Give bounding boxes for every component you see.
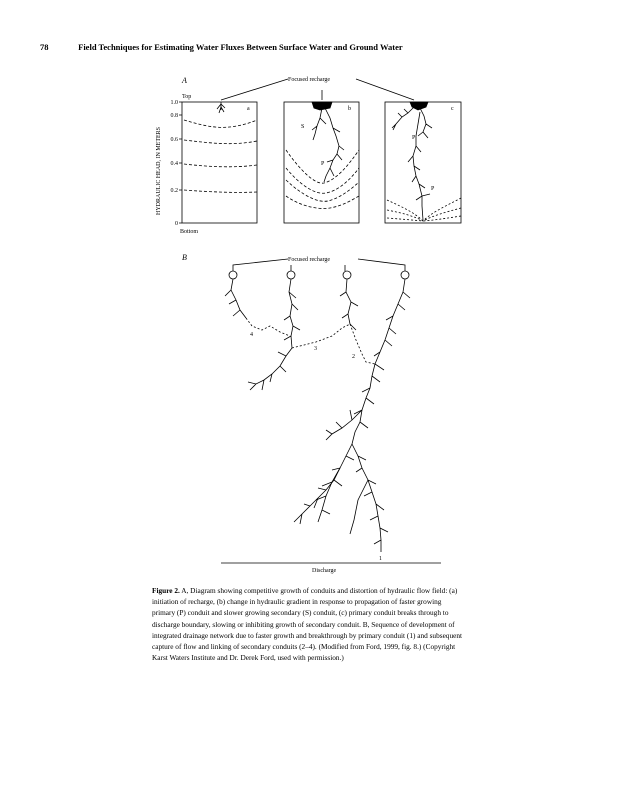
page-number: 78 xyxy=(40,42,49,52)
capture-label-4: 4 xyxy=(250,332,253,338)
panel-c-conduits xyxy=(392,106,432,220)
panel-a xyxy=(182,102,257,223)
recharge-point-3 xyxy=(343,271,351,279)
panel-b-letter: b xyxy=(348,106,351,112)
network-trunk-upper xyxy=(352,279,410,444)
panel-a-letter: a xyxy=(247,106,250,112)
y-tick-labels xyxy=(171,100,179,227)
caption-label: Figure 2. xyxy=(152,586,180,595)
part-b-focused-recharge: Focused recharge xyxy=(288,257,331,263)
panel-c-conduit-label: P xyxy=(412,135,416,141)
figure-caption xyxy=(152,585,464,663)
network-branch-1 xyxy=(225,279,246,318)
panel-b-head-contours xyxy=(286,150,359,209)
y-tick-0-2: 0.2 xyxy=(170,188,178,194)
y-tick-0-4: 0.4 xyxy=(170,161,178,167)
recharge-point-4 xyxy=(401,271,409,279)
panel-a-head-contours xyxy=(184,120,257,192)
network-branch-inner xyxy=(350,480,368,534)
caption-text: A, Diagram showing competitive growth of conduits and distortion of hydraulic flow field: (a) initiation of recharge, (b) change in hydraulic gradient in response to propagation of faster growing primary (P) conduit and slower growing secondary (S) conduit, (c) primary conduit breaks through to discharge boundary, slowing or inhibiting growth of secondary conduit. B, Sequence of development of integrated drainage network due to faster growth and breakthrough by primary conduit (1) and subsequent capture of flow and linking of secondary conduits (2–4). (Modified from Ford, 1999, fig. 8.) (Copyright Karst Waters Institute and Dr. Derek Ford, used with permission.) xyxy=(152,586,463,663)
capture-links xyxy=(246,318,375,364)
panel-b-conduits xyxy=(312,108,344,182)
panel-c-conduit-p: P xyxy=(431,186,435,192)
part-a-label: A xyxy=(182,76,187,85)
panel-c xyxy=(385,102,461,223)
network-trunk-right xyxy=(352,444,388,552)
y-tick-marks xyxy=(179,102,182,223)
y-axis-title: HYDRAULIC HEAD, IN METERS xyxy=(156,127,162,215)
running-title: Field Techniques for Estimating Water Fluxes Between Surface Water and Ground Water xyxy=(78,42,403,52)
network-branch-3 xyxy=(340,279,358,330)
panel-b-conduit-s: S xyxy=(301,124,305,130)
capture-labels xyxy=(250,332,382,562)
y-tick-0-8: 0.8 xyxy=(170,113,178,119)
network-branch-2 xyxy=(248,279,300,390)
panel-c-letter: c xyxy=(451,106,454,112)
discharge-label: Discharge xyxy=(312,568,337,574)
network-trunk-left xyxy=(294,444,354,524)
y-tick-0: 0 xyxy=(175,221,178,227)
top-label: Top xyxy=(182,94,192,100)
panel-c-head-contours xyxy=(387,198,461,221)
recharge-point-2 xyxy=(287,271,295,279)
y-tick-1-0: 1.0 xyxy=(170,100,178,106)
part-b-label: B xyxy=(182,253,187,262)
y-tick-0-6: 0.6 xyxy=(170,137,178,143)
capture-label-2: 2 xyxy=(352,354,355,360)
capture-label-1: 1 xyxy=(379,556,382,562)
capture-label-3: 3 xyxy=(314,346,317,352)
bottom-label: Bottom xyxy=(180,229,199,235)
network-branch-left-lower xyxy=(316,468,340,522)
network-branch-mid xyxy=(326,410,362,440)
recharge-point-1 xyxy=(229,271,237,279)
panel-a-initial-conduit xyxy=(217,102,225,113)
part-a-focused-recharge: Focused recharge xyxy=(288,77,331,83)
panel-b-conduit-p: P xyxy=(321,161,325,167)
